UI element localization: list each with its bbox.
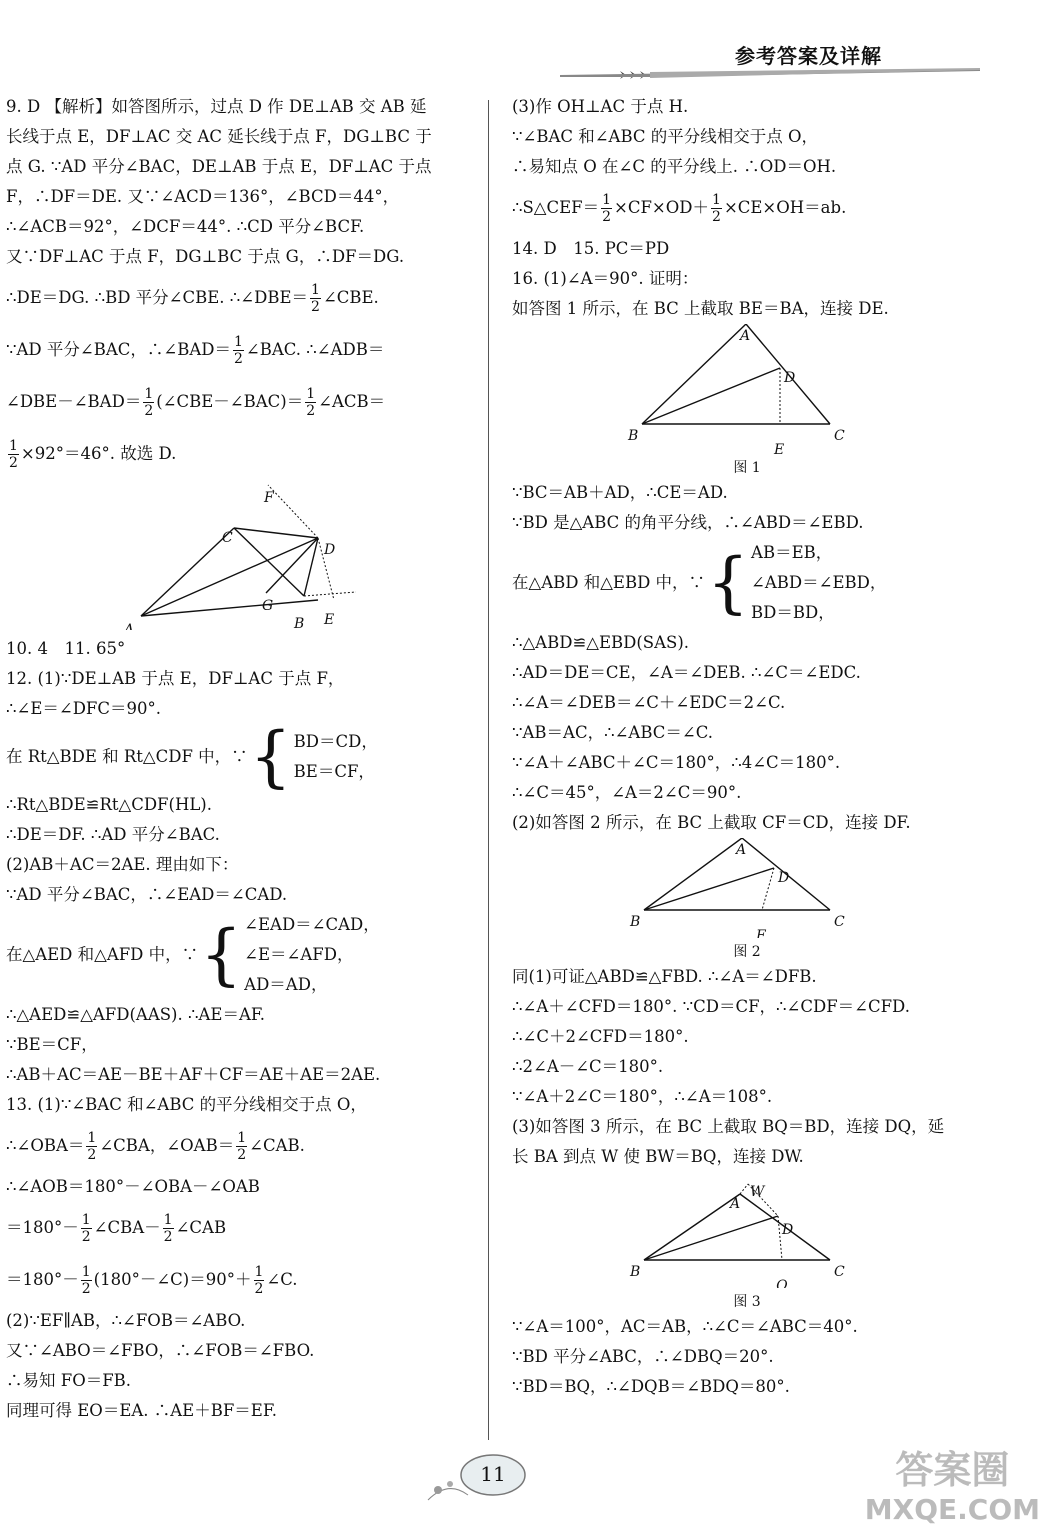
figure-caption: 图 3: [733, 1294, 761, 1310]
fraction: [86, 1130, 97, 1163]
text-line: ∵∠BAC 和∠ABC 的平分线相交于点 O，: [512, 127, 819, 146]
left-brace: {: [707, 544, 750, 621]
text-line: 如答图 1 所示，在 BC 上截取 BE＝BA，连接 DE.: [512, 299, 889, 318]
segment: [141, 600, 318, 616]
page-header: [0, 0, 1050, 95]
denominator: 2: [81, 1229, 91, 1245]
denominator: 2: [254, 1281, 264, 1297]
text-line: ∵AB＝AC，∴∠ABC＝∠C.: [512, 723, 713, 742]
header-decoration: [560, 68, 980, 82]
text-line: 长线于点 E，DF⊥AC 交 AC 延长线于点 F，DG⊥BC 于: [6, 127, 432, 146]
fraction: [601, 192, 612, 225]
text-line: ＝180°－ $\frac{1}{2}$ (180°－∠C)＝90°＋ $\frac{1}{2}$ ∠C.: [6, 1264, 298, 1297]
equation-stack: [294, 727, 378, 787]
text-line: ∴∠C＝45°，∠A＝2∠C＝90°.: [512, 783, 742, 802]
watermark-main: 答案圈: [895, 1448, 1010, 1492]
fraction: [81, 1212, 92, 1245]
text-line: ∴△AED≌△AFD(AAS). ∴AE＝AF.: [6, 1005, 265, 1024]
left-column: [6, 92, 476, 1426]
point-label: A: [740, 328, 751, 344]
text-line: ∴易知点 O 在∠C 的平分线上. ∴OD＝OH.: [512, 157, 837, 176]
text-line: 又∵∠ABO＝∠FBO，∴∠FOB＝∠FBO.: [6, 1341, 315, 1360]
point-label: C: [834, 428, 845, 444]
fraction: [254, 1264, 265, 1297]
segment: [642, 368, 780, 424]
dashed-segment: [304, 592, 356, 596]
column-divider: [488, 100, 489, 1440]
geometry-diagram: [512, 1172, 982, 1288]
geometry-diagram: [512, 838, 982, 938]
numerator: 1: [81, 1264, 91, 1280]
equation-line: ∠E＝∠AFD，: [244, 945, 354, 964]
segment: [644, 868, 774, 910]
point-label: A: [736, 842, 747, 858]
text-line: ∴DE＝DF. ∴AD 平分∠BAC.: [6, 825, 220, 844]
segment: [644, 838, 742, 910]
text-line: 13. (1)∵∠BAC 和∠ABC 的平分线相交于点 O，: [6, 1095, 367, 1114]
point-label: F: [264, 490, 274, 506]
equation-line: BD＝BD，: [751, 603, 835, 622]
text-line: 点 G. ∵AD 平分∠BAC，DE⊥AB 于点 E，DF⊥AC 于点: [6, 157, 432, 176]
point-label: E: [324, 612, 335, 628]
point-label: C: [222, 530, 233, 546]
text-line: ∴易知 FO＝FB.: [6, 1371, 132, 1390]
text-line: ∵BD 是△ABC 的角平分线，∴∠ABD＝∠EBD.: [512, 513, 864, 532]
numerator: 1: [144, 386, 154, 402]
point-label: B: [294, 616, 305, 630]
point-label: C: [834, 1264, 845, 1280]
fraction: [81, 1264, 92, 1297]
figure-fig9: [6, 480, 476, 634]
numerator: 1: [237, 1130, 247, 1146]
text-line: 长 BA 到点 W 使 BW＝BQ，连接 DW.: [512, 1147, 804, 1166]
point-label: G: [262, 598, 274, 614]
equation-stack: [751, 538, 886, 628]
text-line: 同理可得 EO＝EA. ∴AE＋BF＝EF.: [6, 1401, 277, 1420]
text-line: ＝180°－ $\frac{1}{2}$ ∠CBA－ $\frac{1}{2}$ ∠CAB: [6, 1212, 227, 1245]
segment: [304, 538, 318, 596]
text-line: ∠DBE－∠BAD＝ $\frac{1}{2}$ (∠CBE－∠BAC)＝ $\frac{1}{2}$ ∠ACB＝: [6, 386, 386, 419]
text-line: ∴Rt△BDE≌Rt△CDF(HL).: [6, 795, 212, 814]
point-label: B: [630, 914, 641, 930]
point-label: B: [628, 428, 639, 444]
point-label: A: [730, 1196, 741, 1212]
text-line: 在△ABD 和△EBD 中，∵: [512, 573, 706, 592]
figure-caption: 图 1: [733, 460, 761, 476]
text-line: ∴S△CEF＝ $\frac{1}{2}$ ×CF×OD＋ $\frac{1}{2}$ ×CE×OH＝ab.: [512, 192, 847, 225]
denominator: 2: [712, 209, 721, 225]
denominator: 2: [144, 403, 154, 419]
numerator: 1: [712, 192, 721, 208]
dashed-segment: [268, 485, 318, 538]
page-number: [458, 1450, 528, 1500]
denominator: 2: [311, 299, 320, 315]
point-label: D: [784, 370, 796, 386]
text-line: 14. D 15. PC＝PD: [512, 239, 670, 258]
point-label: C: [834, 914, 845, 930]
point-label: E: [774, 442, 785, 454]
system-of-equations: [6, 718, 476, 795]
text-line: 又∵DF⊥AC 于点 F，DG⊥BC 于点 G，∴DF＝DG.: [6, 247, 405, 266]
system-of-equations: [6, 910, 476, 1000]
segment: [642, 324, 746, 424]
left-brace: {: [249, 718, 292, 795]
text-line: (2)AB＋AC＝2AE. 理由如下：: [6, 855, 239, 874]
geometry-diagram: [6, 480, 366, 630]
text-line: (3)如答图 3 所示，在 BC 上截取 BQ＝BD，连接 DQ，延: [512, 1117, 945, 1136]
point-label: D: [782, 1222, 794, 1238]
text-line: ∵AD 平分∠BAC，∴∠BAD＝ $\frac{1}{2}$ ∠BAC. ∴∠ADB＝: [6, 334, 385, 367]
text-line: ∴AB＋AC＝AE－BE＋AF＋CF＝AE＋AE＝2AE.: [6, 1065, 381, 1084]
point-label: A: [124, 622, 135, 630]
numerator: 1: [233, 334, 243, 350]
numerator: 1: [9, 438, 18, 454]
denominator: 2: [9, 455, 18, 471]
point-label: F: [756, 928, 766, 938]
text-line: ∵AD 平分∠BAC，∴∠EAD＝∠CAD.: [6, 885, 288, 904]
numerator: 1: [602, 192, 612, 208]
dashed-segment: [740, 1184, 748, 1194]
watermark-logo: [865, 1450, 1040, 1530]
header-title: 参考答案及详解: [735, 44, 882, 68]
figure-fig2: [512, 838, 982, 962]
denominator: 2: [233, 351, 243, 367]
figure-fig3: [512, 1172, 982, 1312]
text-line: ∴∠ACB＝92°，∠DCF＝44°. ∴CD 平分∠BCF.: [6, 217, 365, 236]
text-line: ∵∠A＋2∠C＝180°，∴∠A＝108°.: [512, 1087, 773, 1106]
text-line: ∴∠A＝∠DEB＝∠C＋∠EDC＝2∠C.: [512, 693, 786, 712]
text-line: 10. 4 11. 65°: [6, 639, 126, 658]
text-line: ∴∠OBA＝ $\frac{1}{2}$ ∠CBA，∠OAB＝ $\frac{1}{2}$ ∠CAB.: [6, 1130, 305, 1163]
text-line: $\frac{1}{2}$ ×92°＝46°. 故选 D.: [9, 438, 177, 471]
denominator: 2: [163, 1229, 173, 1245]
text-line: ∴AD＝DE＝CE，∠A＝∠DEB. ∴∠C＝∠EDC.: [512, 663, 861, 682]
text-line: (3)作 OH⊥AC 于点 H.: [512, 97, 689, 116]
equation-line: AB＝EB，: [751, 543, 833, 562]
text-line: ∵BD 平分∠ABC，∴∠DBQ＝20°.: [512, 1347, 774, 1366]
text-line: 同(1)可证△ABD≌△FBD. ∴∠A＝∠DFB.: [512, 967, 817, 986]
denominator: 2: [306, 403, 316, 419]
equation-line: AD＝AD，: [244, 975, 328, 994]
watermark-url: MXQE.COM: [864, 1493, 1040, 1526]
fraction: [233, 334, 244, 367]
text-line: ∵BE＝CF，: [6, 1035, 98, 1054]
point-label: D: [324, 542, 336, 558]
page-number-text: 11: [480, 1462, 506, 1486]
numerator: 1: [311, 282, 320, 298]
numerator: 1: [254, 1264, 264, 1280]
fraction: [711, 192, 722, 225]
equation-line: ∠ABD＝∠EBD，: [751, 573, 887, 592]
numerator: 1: [306, 386, 316, 402]
figure-caption: 图 2: [733, 944, 761, 960]
denominator: 2: [602, 209, 612, 225]
point-label: Q: [776, 1278, 788, 1288]
text-line: ∴△ABD≌△EBD(SAS).: [512, 633, 690, 652]
text-line: 在 Rt△BDE 和 Rt△CDF 中，∵: [6, 747, 248, 766]
text-line: ∵∠A＝100°，AC＝AB，∴∠C＝∠ABC＝40°.: [512, 1317, 858, 1336]
equation-line: ∠EAD＝∠CAD，: [244, 915, 380, 934]
text-line: ∵BC＝AB＋AD，∴CE＝AD.: [512, 483, 728, 502]
text-line: (2)如答图 2 所示，在 BC 上截取 CF＝CD，连接 DF.: [512, 813, 911, 832]
text-line: 在△AED 和△AFD 中，∵: [6, 945, 199, 964]
text-line: 12. (1)∵DE⊥AB 于点 E，DF⊥AC 于点 F，: [6, 669, 345, 688]
text-line: ∵BD＝BQ，∴∠DQB＝∠BDQ＝80°.: [512, 1377, 790, 1396]
text-line: ∴∠C＋2∠CFD＝180°.: [512, 1027, 689, 1046]
segment: [141, 528, 234, 616]
text-line: ∵∠A＋∠ABC＋∠C＝180°，∴4∠C＝180°.: [512, 753, 841, 772]
right-column: [512, 92, 982, 1402]
point-label: W: [750, 1184, 765, 1200]
dashed-segment: [762, 868, 774, 910]
text-line: (2)∵EF∥AB，∴∠FOB＝∠ABO.: [6, 1311, 246, 1330]
figure-fig1: [512, 324, 982, 478]
equation-line: BE＝CF，: [293, 762, 375, 781]
text-line: ∴∠A＋∠CFD＝180°. ∵CD＝CF，∴∠CDF＝∠CFD.: [512, 997, 910, 1016]
text-line: ∴DE＝DG. ∴BD 平分∠CBE. ∴∠DBE＝ $\frac{1}{2}$ ∠CBE.: [6, 282, 379, 315]
text-line: F，∴DF＝DE. 又∵∠ACD＝136°，∠BCD＝44°，: [6, 187, 400, 206]
segment: [644, 1216, 778, 1260]
geometry-diagram: [512, 324, 982, 454]
numerator: 1: [81, 1212, 91, 1228]
numerator: 1: [87, 1130, 97, 1146]
left-brace: {: [200, 916, 243, 993]
segment: [234, 528, 304, 596]
segment: [141, 538, 318, 616]
denominator: 2: [237, 1147, 247, 1163]
fraction: [163, 1212, 174, 1245]
denominator: 2: [87, 1147, 97, 1163]
text-line: 9. D 【解析】如答图所示，过点 D 作 DE⊥AB 交 AB 延: [6, 97, 427, 116]
text-line: ∴∠AOB＝180°－∠OBA－∠OAB: [6, 1177, 260, 1196]
text-line: ∴∠E＝∠DFC＝90°.: [6, 699, 161, 718]
fraction: [8, 438, 19, 471]
fraction: [236, 1130, 247, 1163]
equation-stack: [244, 910, 380, 1000]
fraction: [305, 386, 316, 419]
segment: [644, 1194, 740, 1260]
text-line: 16. (1)∠A＝90°. 证明：: [512, 269, 699, 288]
fraction: [143, 386, 154, 419]
point-label: B: [630, 1264, 641, 1280]
point-label: D: [778, 870, 790, 886]
numerator: 1: [163, 1212, 173, 1228]
denominator: 2: [81, 1281, 91, 1297]
system-of-equations: [512, 538, 982, 628]
segment: [234, 528, 318, 538]
equation-line: BD＝CD，: [293, 732, 378, 751]
text-line: ∴2∠A－∠C＝180°.: [512, 1057, 664, 1076]
fraction: [310, 282, 321, 315]
